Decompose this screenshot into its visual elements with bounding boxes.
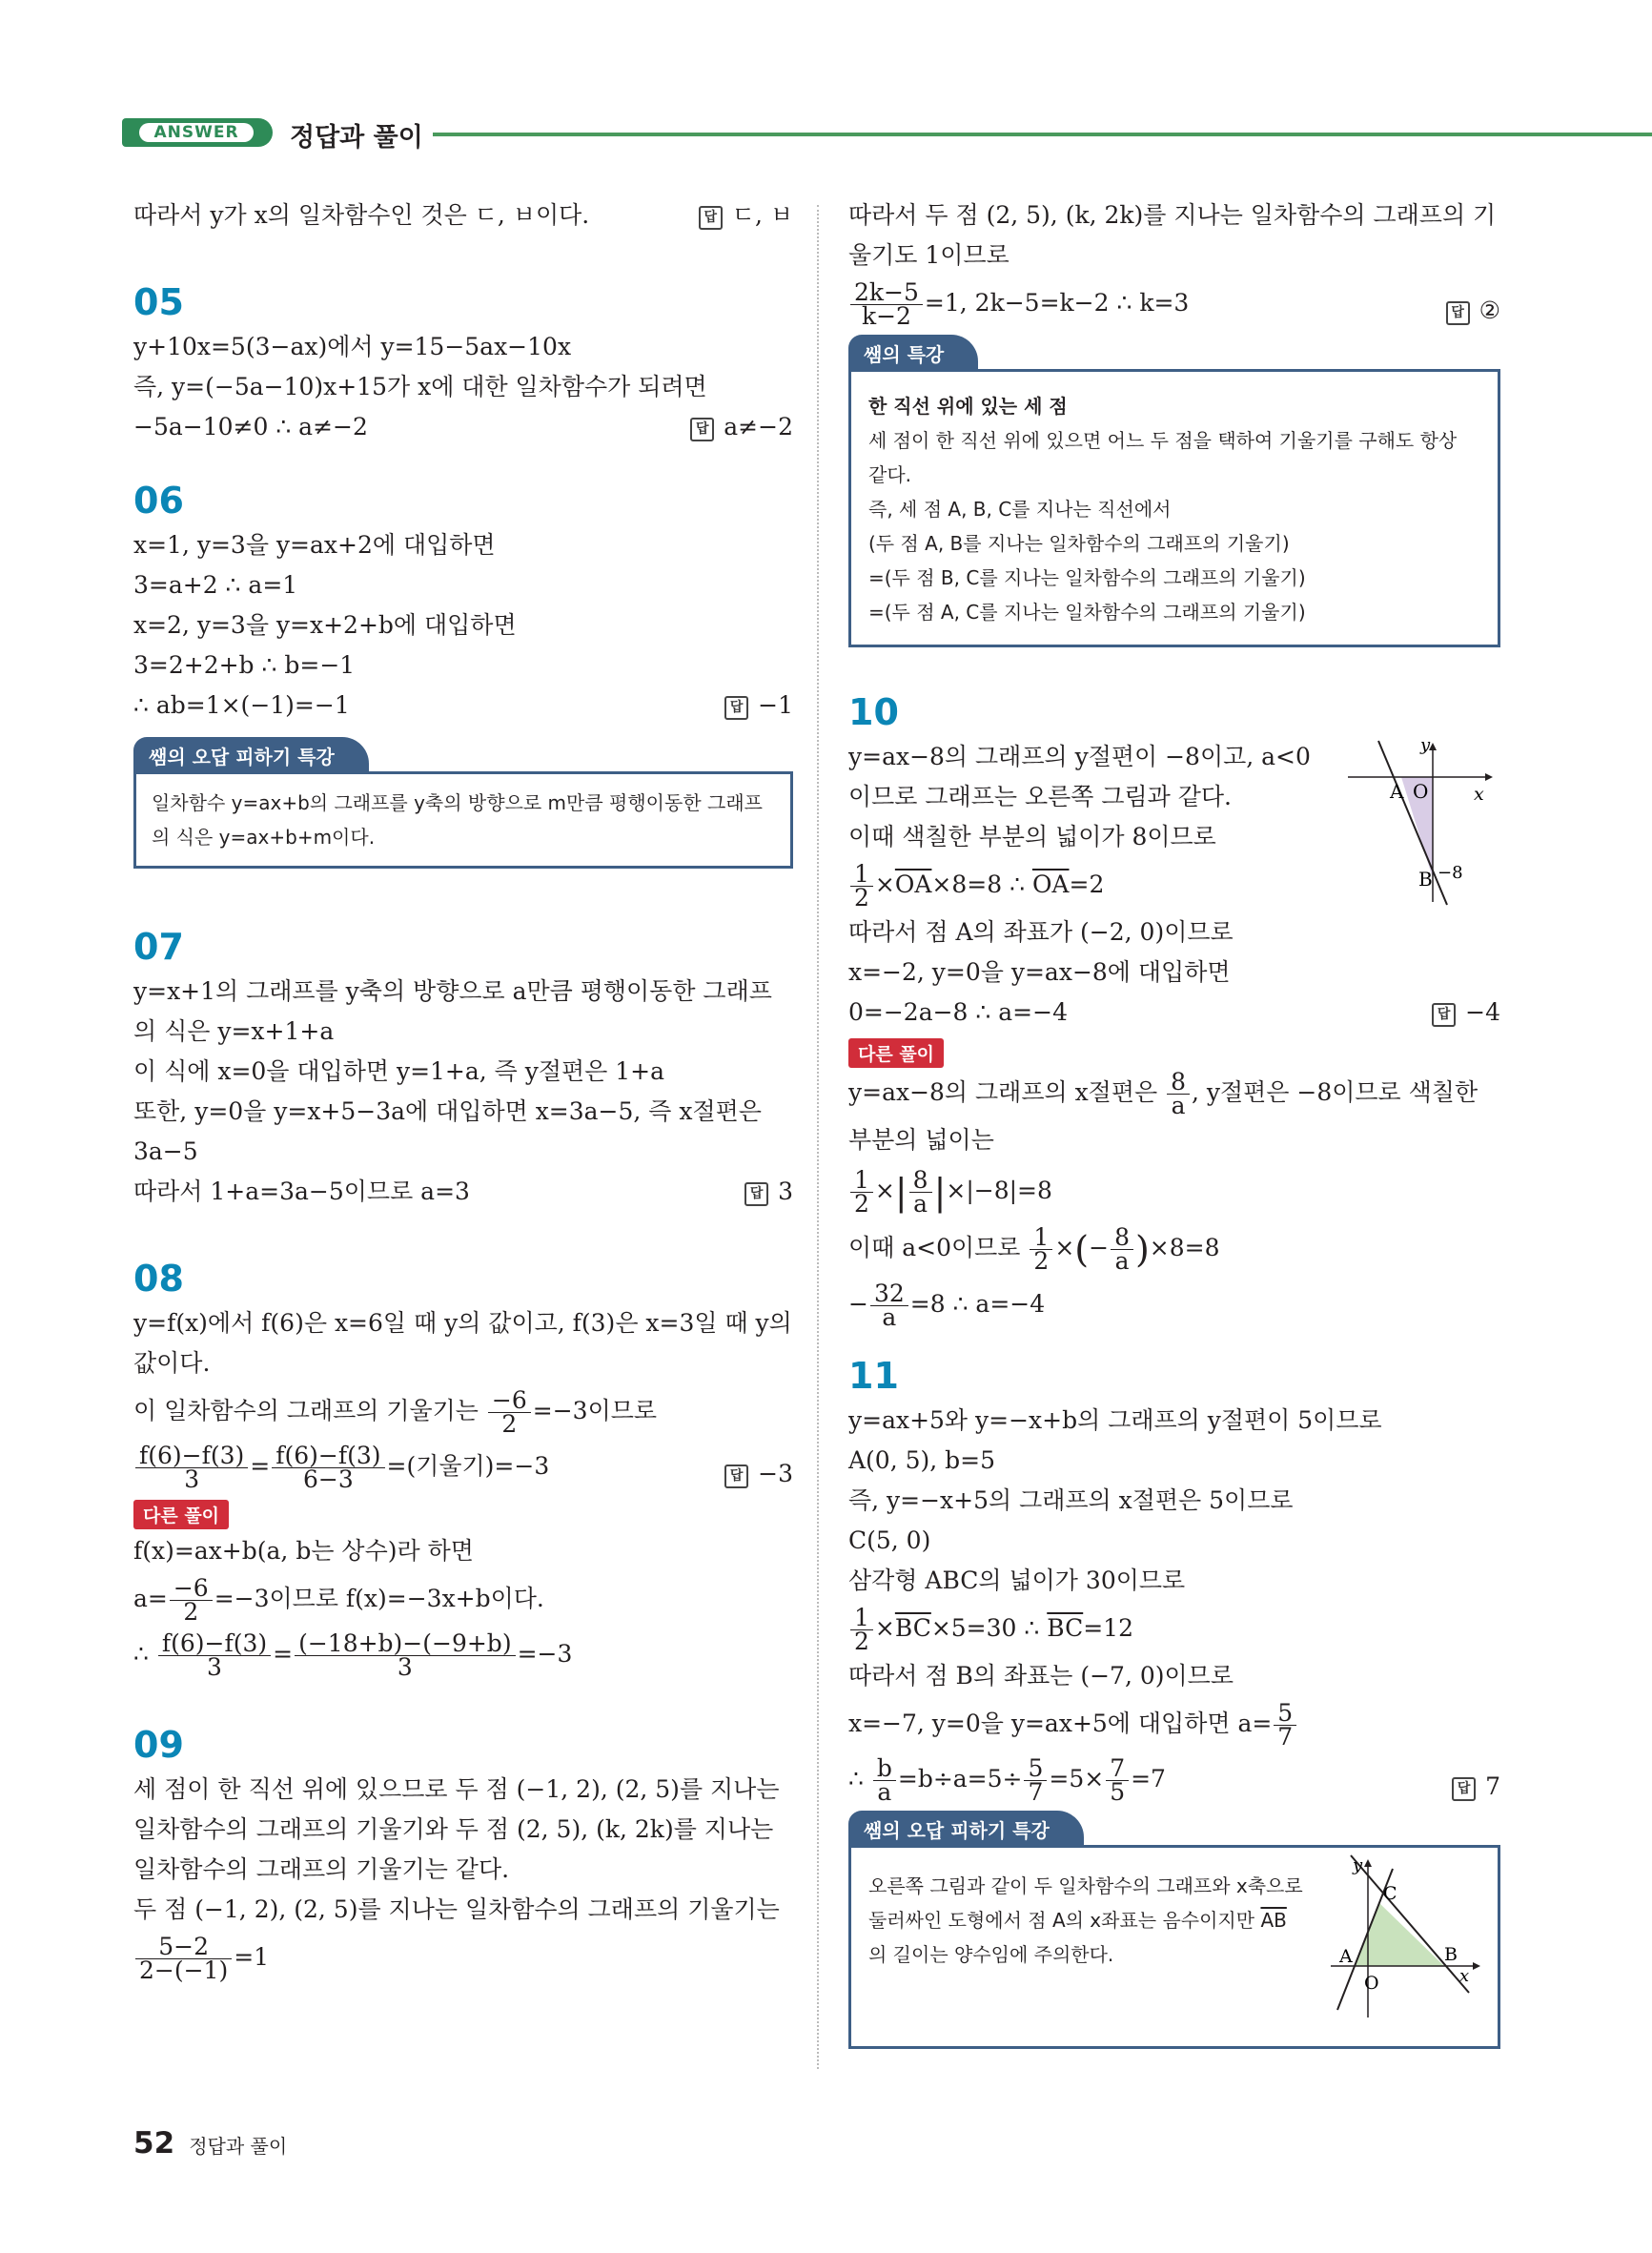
- tip-content: [848, 1845, 1500, 2049]
- q10-line-7: [848, 993, 1500, 1033]
- q09-line-3-post: =1: [234, 1943, 270, 1971]
- q11-line-4: C(5, 0): [848, 1526, 931, 1554]
- question-number-11: 11: [848, 1355, 899, 1397]
- tip-content: [848, 369, 1500, 647]
- tip-line: 오른쪽 그림과 같이 두 일차함수의 그래프와 x축으로: [868, 1874, 1303, 1897]
- tip-box-q06: [133, 737, 793, 869]
- answer-badge: [744, 1172, 793, 1212]
- segment-ab: $\overline{AB}$: [1260, 1909, 1287, 1932]
- denominator: 3: [207, 1653, 222, 1681]
- q11-graph-figure: [1326, 1850, 1488, 2021]
- denominator: a: [882, 1303, 897, 1331]
- denominator: 5: [1110, 1778, 1126, 1806]
- answer-icon: 답: [1446, 301, 1470, 325]
- numerator: 8: [1111, 1226, 1133, 1250]
- q07-line-4-text: 따라서 1+a=3a−5이므로 a=3: [133, 1178, 470, 1205]
- fraction: [1274, 1699, 1296, 1751]
- q11-line-1: y=ax+5와 y=−x+b의 그래프의 y절편이 5이므로: [848, 1406, 1382, 1434]
- numerator: f(6)−f(3): [135, 1444, 248, 1468]
- q10-line-3: 이때 색칠한 부분의 넓이가 8이므로: [848, 823, 1216, 850]
- label-o: O: [1413, 780, 1429, 803]
- answer-text: ②: [1479, 297, 1500, 324]
- q10-line-6: x=−2, y=0을 y=ax−8에 대입하면: [848, 958, 1231, 986]
- label-a: A: [1390, 780, 1404, 803]
- q08-line-5: [133, 1571, 793, 1627]
- label-x: x: [1459, 1966, 1470, 1986]
- header-rule: [433, 133, 1652, 136]
- q11-line-8: [848, 1696, 1500, 1751]
- q06-line-5: [133, 686, 793, 726]
- denominator: 7: [1028, 1778, 1044, 1806]
- q09-line-1: 세 점이 한 직선 위에 있으므로 두 점 (−1, 2), (2, 5)를 지나는 일차함수의 그래프의 기울기와 두 점 (2, 5), (k, 2k)를 지나는 일차함수의 그래프의 기울기는 같다.: [133, 1775, 780, 1883]
- q08-line-3-post: =(기울기)=−3: [386, 1452, 550, 1480]
- fraction: [135, 1933, 232, 1984]
- segment-oa: $\overline{OA}$: [1031, 870, 1070, 898]
- denominator: 2: [854, 884, 869, 911]
- denominator: a: [877, 1778, 892, 1806]
- q10-line-4-end: =2: [1069, 870, 1105, 898]
- answer-icon: 답: [724, 1464, 748, 1488]
- q11-line-7: 따라서 점 B의 좌표는 (−7, 0)이므로: [848, 1662, 1234, 1690]
- answer-badge: [690, 407, 793, 447]
- page-footer: [133, 2126, 287, 2161]
- tip-line: 의 길이는 양수임에 주의한다.: [868, 1943, 1114, 1966]
- segment-bc: $\overline{BC}$: [1047, 1614, 1084, 1642]
- tip-line-2-text: 둘러싸인 도형에서 점 A의 x좌표는 음수이지만: [868, 1909, 1255, 1932]
- answer-icon: 답: [724, 696, 748, 720]
- q08-line-2: [133, 1383, 793, 1439]
- fraction: [1167, 1068, 1190, 1119]
- q08-line-5-pre: a=: [133, 1585, 168, 1612]
- q09-cont-line-1: 따라서 두 점 (2, 5), (k, 2k)를 지나는 일차함수의 그래프의 기울기도 1이므로: [848, 201, 1497, 269]
- answer-icon: 답: [744, 1182, 768, 1206]
- fraction: [158, 1629, 271, 1681]
- times-sign: ×: [874, 870, 895, 898]
- tip-title: 쌤의 오답 피하기 특강: [133, 737, 369, 774]
- column-divider: [817, 205, 819, 2069]
- answer-text: −1: [758, 691, 793, 719]
- q08-line-4: f(x)=ax+b(a, b는 상수)라 하면: [133, 1537, 474, 1565]
- numerator: 2k−5: [850, 281, 923, 305]
- fraction: [850, 1604, 873, 1655]
- segment-bc: $\overline{BC}$: [894, 1614, 931, 1642]
- y-axis-arrow-icon: [1364, 1859, 1372, 1867]
- q11-line-6-end: =12: [1083, 1614, 1133, 1642]
- q09-line-3: [133, 1930, 793, 1985]
- tip-line: 즉, 세 점 A, B, C를 지나는 직선에서: [868, 498, 1172, 521]
- q10-line-8-post: , y절편은 −8이므로 색칠한 부분의 넓이는: [848, 1078, 1479, 1154]
- numerator: 1: [850, 1169, 873, 1193]
- numerator: 1: [850, 863, 873, 887]
- q10-line-5: 따라서 점 A의 좌표가 (−2, 0)이므로: [848, 918, 1234, 946]
- question-number-07: 07: [133, 926, 184, 968]
- answer-tag-label: ANSWER: [139, 123, 254, 142]
- question-number-08: 08: [133, 1258, 184, 1300]
- answer-badge: [1452, 1759, 1500, 1814]
- q05-line-3: [133, 407, 793, 447]
- denominator: a: [1171, 1092, 1186, 1119]
- denominator: 2−(−1): [139, 1956, 229, 1984]
- q10-line-2: 이므로 그래프는 오른쪽 그림과 같다.: [848, 783, 1232, 810]
- q11-line-5: 삼각형 ABC의 넓이가 30이므로: [848, 1567, 1186, 1594]
- footer-label: 정답과 풀이: [189, 2135, 288, 2158]
- tip-content: 일차함수 y=ax+b의 그래프를 y축의 방향으로 m만큼 평행이동한 그래프의 식은 y=ax+b+m이다.: [133, 771, 793, 869]
- fraction: [870, 1282, 908, 1329]
- fraction: [909, 1166, 932, 1218]
- q11-line-9-end: =7: [1131, 1765, 1166, 1792]
- q10-line-1: y=ax−8의 그래프의 y절편이 −8이고, a<0: [848, 743, 1311, 770]
- answer-text: 7: [1485, 1772, 1500, 1800]
- answer-badge: [724, 1446, 793, 1502]
- label-o: O: [1364, 1973, 1379, 1994]
- q11-line-9-mid-2: =5×: [1049, 1765, 1105, 1792]
- numerator: 1: [1030, 1226, 1052, 1250]
- answer-badge: [1446, 283, 1500, 338]
- q11-line-3: 즉, y=−x+5의 그래프의 x절편은 5이므로: [848, 1486, 1294, 1514]
- q08-line-6-post: =−3: [517, 1640, 573, 1668]
- label-minus-8: −8: [1438, 863, 1463, 883]
- tip-line: =(두 점 A, C를 지나는 일차함수의 그래프의 기울기): [868, 601, 1306, 624]
- tip-title: 쌤의 특강: [848, 335, 978, 372]
- q11-line-2: A(0, 5), b=5: [848, 1446, 996, 1474]
- q06-line-4: 3=2+2+b ∴ b=−1: [133, 651, 356, 679]
- page-header: [122, 113, 1652, 156]
- fraction: [272, 1444, 384, 1491]
- q08-line-6: ∴ $\frac{f(6)-f(3)}{3}$ = $\frac{(-18+b)-(-9+b)}{3}$ =−3: [133, 1629, 573, 1681]
- answer-text: 3: [778, 1178, 793, 1205]
- segment-oa: $\overline{OA}$: [894, 870, 932, 898]
- fraction: [873, 1754, 896, 1806]
- tip-box-q11: [848, 1811, 1500, 2049]
- numerator: 5: [1274, 1702, 1296, 1726]
- q10-line-11-post: =8 ∴ a=−4: [909, 1290, 1046, 1318]
- q10-line-8: [848, 1070, 1500, 1163]
- q10-line-10-pre: 이때 a<0이므로: [848, 1233, 1021, 1261]
- x-axis-arrow-icon: [1473, 1962, 1480, 1970]
- question-number-10: 10: [848, 691, 899, 733]
- q10-line-11: − $\frac{32}{a}$ =8 ∴ a=−4: [848, 1280, 1046, 1331]
- header-title: 정답과 풀이: [290, 123, 423, 153]
- numerator: f(6)−f(3): [158, 1632, 271, 1656]
- q07-line-3: 또한, y=0을 y=x+5−3a에 대입하면 x=3a−5, 즉 x절편은 3a−5: [133, 1097, 762, 1165]
- right-column: [848, 195, 1500, 2049]
- label-b: B: [1444, 1944, 1458, 1965]
- q10-line-8-pre: y=ax−8의 그래프의 x절편은: [848, 1078, 1158, 1106]
- tip-box-q09: [848, 335, 1500, 647]
- denominator: 2: [1033, 1246, 1050, 1275]
- tip-line: 세 점이 한 직선 위에 있으면 어느 두 점을 택하여 기울기를 구해도 항상 같다.: [868, 429, 1458, 486]
- label-b: B: [1418, 868, 1433, 891]
- fraction: [170, 1574, 213, 1626]
- fraction: [850, 278, 923, 330]
- numerator: 5−2: [135, 1936, 232, 1959]
- denominator: 2: [854, 1628, 869, 1655]
- top-line: [133, 195, 793, 236]
- question-number-09: 09: [133, 1724, 184, 1766]
- q10-line-4-post: ×8=8 ∴: [931, 870, 1032, 898]
- denominator: 2: [501, 1410, 518, 1438]
- q10-line-9: $\frac{1}{2}$ ×| $\frac{8}{a}$ |×|−8|=8: [848, 1163, 1500, 1220]
- answer-icon: 답: [690, 418, 714, 441]
- fraction: [488, 1386, 531, 1438]
- question-number-05: 05: [133, 281, 184, 323]
- denominator: k−2: [861, 302, 911, 330]
- denominator: 2: [183, 1598, 199, 1626]
- q10-line-9-post: ×|−8|=8: [946, 1177, 1052, 1204]
- numerator: b: [873, 1757, 896, 1781]
- q06-line-3: x=2, y=3을 y=x+2+b에 대입하면: [133, 611, 517, 639]
- q10-body: [848, 737, 1500, 912]
- fraction: [850, 1166, 873, 1218]
- q10-line-10: 이때 a<0이므로 $\frac{1}{2}$ ×(− $\frac{8}{a}$ )×8=8: [848, 1222, 1220, 1275]
- fraction: [1030, 1222, 1052, 1275]
- answer-icon: 답: [699, 206, 723, 230]
- q11-line-6: $\frac{1}{2}$ $\times\overline{BC}\times 5=30$ ∴ $\overline{BC}=12$: [848, 1601, 1500, 1656]
- fraction: [1111, 1222, 1133, 1275]
- numerator: 8: [1167, 1071, 1190, 1095]
- answer-text: −4: [1465, 998, 1500, 1026]
- q10-line-4: [848, 857, 1500, 912]
- q10-line-7-text: 0=−2a−8 ∴ a=−4: [848, 998, 1068, 1026]
- answer-text: −3: [758, 1460, 793, 1487]
- fraction: [850, 860, 873, 911]
- q09-cont-line-2-post: =1, 2k−5=k−2 ∴ k=3: [924, 289, 1190, 317]
- q07-line-2: 이 식에 x=0을 대입하면 y=1+a, 즉 y절편은 1+a: [133, 1057, 665, 1085]
- q11-line-9-mid-1: =b÷a=5÷: [897, 1765, 1023, 1792]
- top-line-text: 따라서 y가 x의 일차함수인 것은 ㄷ, ㅂ이다.: [133, 201, 590, 229]
- numerator: −6: [170, 1577, 213, 1601]
- denominator: 2: [854, 1190, 869, 1218]
- tip-line: 한 직선 위에 있는 세 점: [868, 395, 1068, 418]
- tip-title: 쌤의 오답 피하기 특강: [848, 1811, 1084, 1848]
- tip-line: =(두 점 B, C를 지나는 일차함수의 그래프의 기울기): [868, 566, 1306, 589]
- therefore-symbol: ∴: [133, 1640, 149, 1668]
- denominator: 3: [397, 1653, 413, 1681]
- label-c: C: [1383, 1883, 1397, 1904]
- answer-icon: 답: [1452, 1777, 1476, 1801]
- answer-icon: 답: [1432, 1003, 1456, 1027]
- numerator: 8: [909, 1169, 932, 1193]
- q06-line-1: x=1, y=3을 y=ax+2에 대입하면: [133, 531, 496, 559]
- q05-line-1: y+10x=5(3−ax)에서 y=15−5ax−10x: [133, 333, 572, 360]
- numerator: 32: [870, 1282, 908, 1306]
- numerator: 1: [850, 1607, 873, 1630]
- q09-line-2: 두 점 (−1, 2), (2, 5)를 지나는 일차함수의 그래프의 기울기는: [133, 1895, 780, 1923]
- fraction: [135, 1444, 248, 1491]
- label-y: y: [1353, 1855, 1363, 1875]
- label-x: x: [1474, 784, 1484, 805]
- denominator: 7: [1277, 1723, 1294, 1751]
- q11-line-9: [848, 1751, 1500, 1807]
- numerator: −6: [488, 1389, 531, 1413]
- q08-line-2-post: =−3이므로: [532, 1397, 658, 1424]
- therefore-symbol: ∴: [848, 1765, 864, 1792]
- denominator: a: [1114, 1246, 1130, 1275]
- denominator: 3: [184, 1465, 200, 1493]
- q10-line-10-post: ×8=8: [1149, 1233, 1220, 1261]
- q07-line-1: y=x+1의 그래프를 y축의 방향으로 a만큼 평행이동한 그래프의 식은 y=x+1+a: [133, 977, 772, 1045]
- fraction: [1106, 1754, 1129, 1806]
- q11-line-8-pre: x=−7, y=0을 y=ax+5에 대입하면 a=: [848, 1710, 1273, 1737]
- denominator: a: [913, 1190, 928, 1218]
- q08-line-2-pre: 이 일차함수의 그래프의 기울기는: [133, 1397, 479, 1424]
- denominator: 6−3: [302, 1465, 354, 1493]
- alt-solution-tag: 다른 풀이: [133, 1500, 229, 1529]
- q07-line-4: [133, 1172, 793, 1212]
- answer-text: ㄷ, ㅂ: [731, 201, 793, 229]
- question-number-06: 06: [133, 480, 184, 522]
- alt-solution-tag: 다른 풀이: [848, 1038, 944, 1068]
- answer-badge: [1432, 993, 1500, 1033]
- q08-line-5-post: =−3이므로 f(x)=−3x+b이다.: [214, 1585, 544, 1612]
- page-number: 52: [133, 2126, 175, 2161]
- answer-text: a≠−2: [724, 413, 793, 440]
- label-a: A: [1339, 1946, 1353, 1967]
- tip-line: (두 점 A, B를 지나는 일차함수의 그래프의 기울기): [868, 532, 1290, 555]
- numerator: 5: [1024, 1757, 1047, 1781]
- q11-line-6-post: ×5=30 ∴: [930, 1614, 1048, 1642]
- q06-line-5-text: ∴ ab=1×(−1)=−1: [133, 691, 350, 719]
- answer-tag: [122, 118, 273, 147]
- q09-cont-line-2: [848, 276, 1500, 331]
- q08-line-1: y=f(x)에서 f(6)은 x=6일 때 y의 값이고, f(3)은 x=3일 때 y의 값이다.: [133, 1309, 792, 1377]
- numerator: (−18+b)−(−9+b): [295, 1632, 515, 1656]
- answer-badge: [699, 195, 793, 236]
- q06-line-2: 3=a+2 ∴ a=1: [133, 571, 298, 599]
- q08-line-3: $\frac{f(6)-f(3)}{3}$ = $\frac{f(6)-f(3)}{6-3}$ =(기울기)=−3 답 −3: [133, 1439, 793, 1494]
- fraction: [1024, 1754, 1047, 1806]
- answer-badge: [724, 686, 793, 726]
- numerator: f(6)−f(3): [272, 1444, 384, 1468]
- numerator: 7: [1106, 1757, 1129, 1781]
- label-y: y: [1420, 735, 1431, 755]
- q05-line-3-text: −5a−10≠0 ∴ a≠−2: [133, 413, 368, 440]
- q05-line-2: 즉, y=(−5a−10)x+15가 x에 대한 일차함수가 되려면: [133, 373, 707, 400]
- left-column: [133, 195, 793, 1985]
